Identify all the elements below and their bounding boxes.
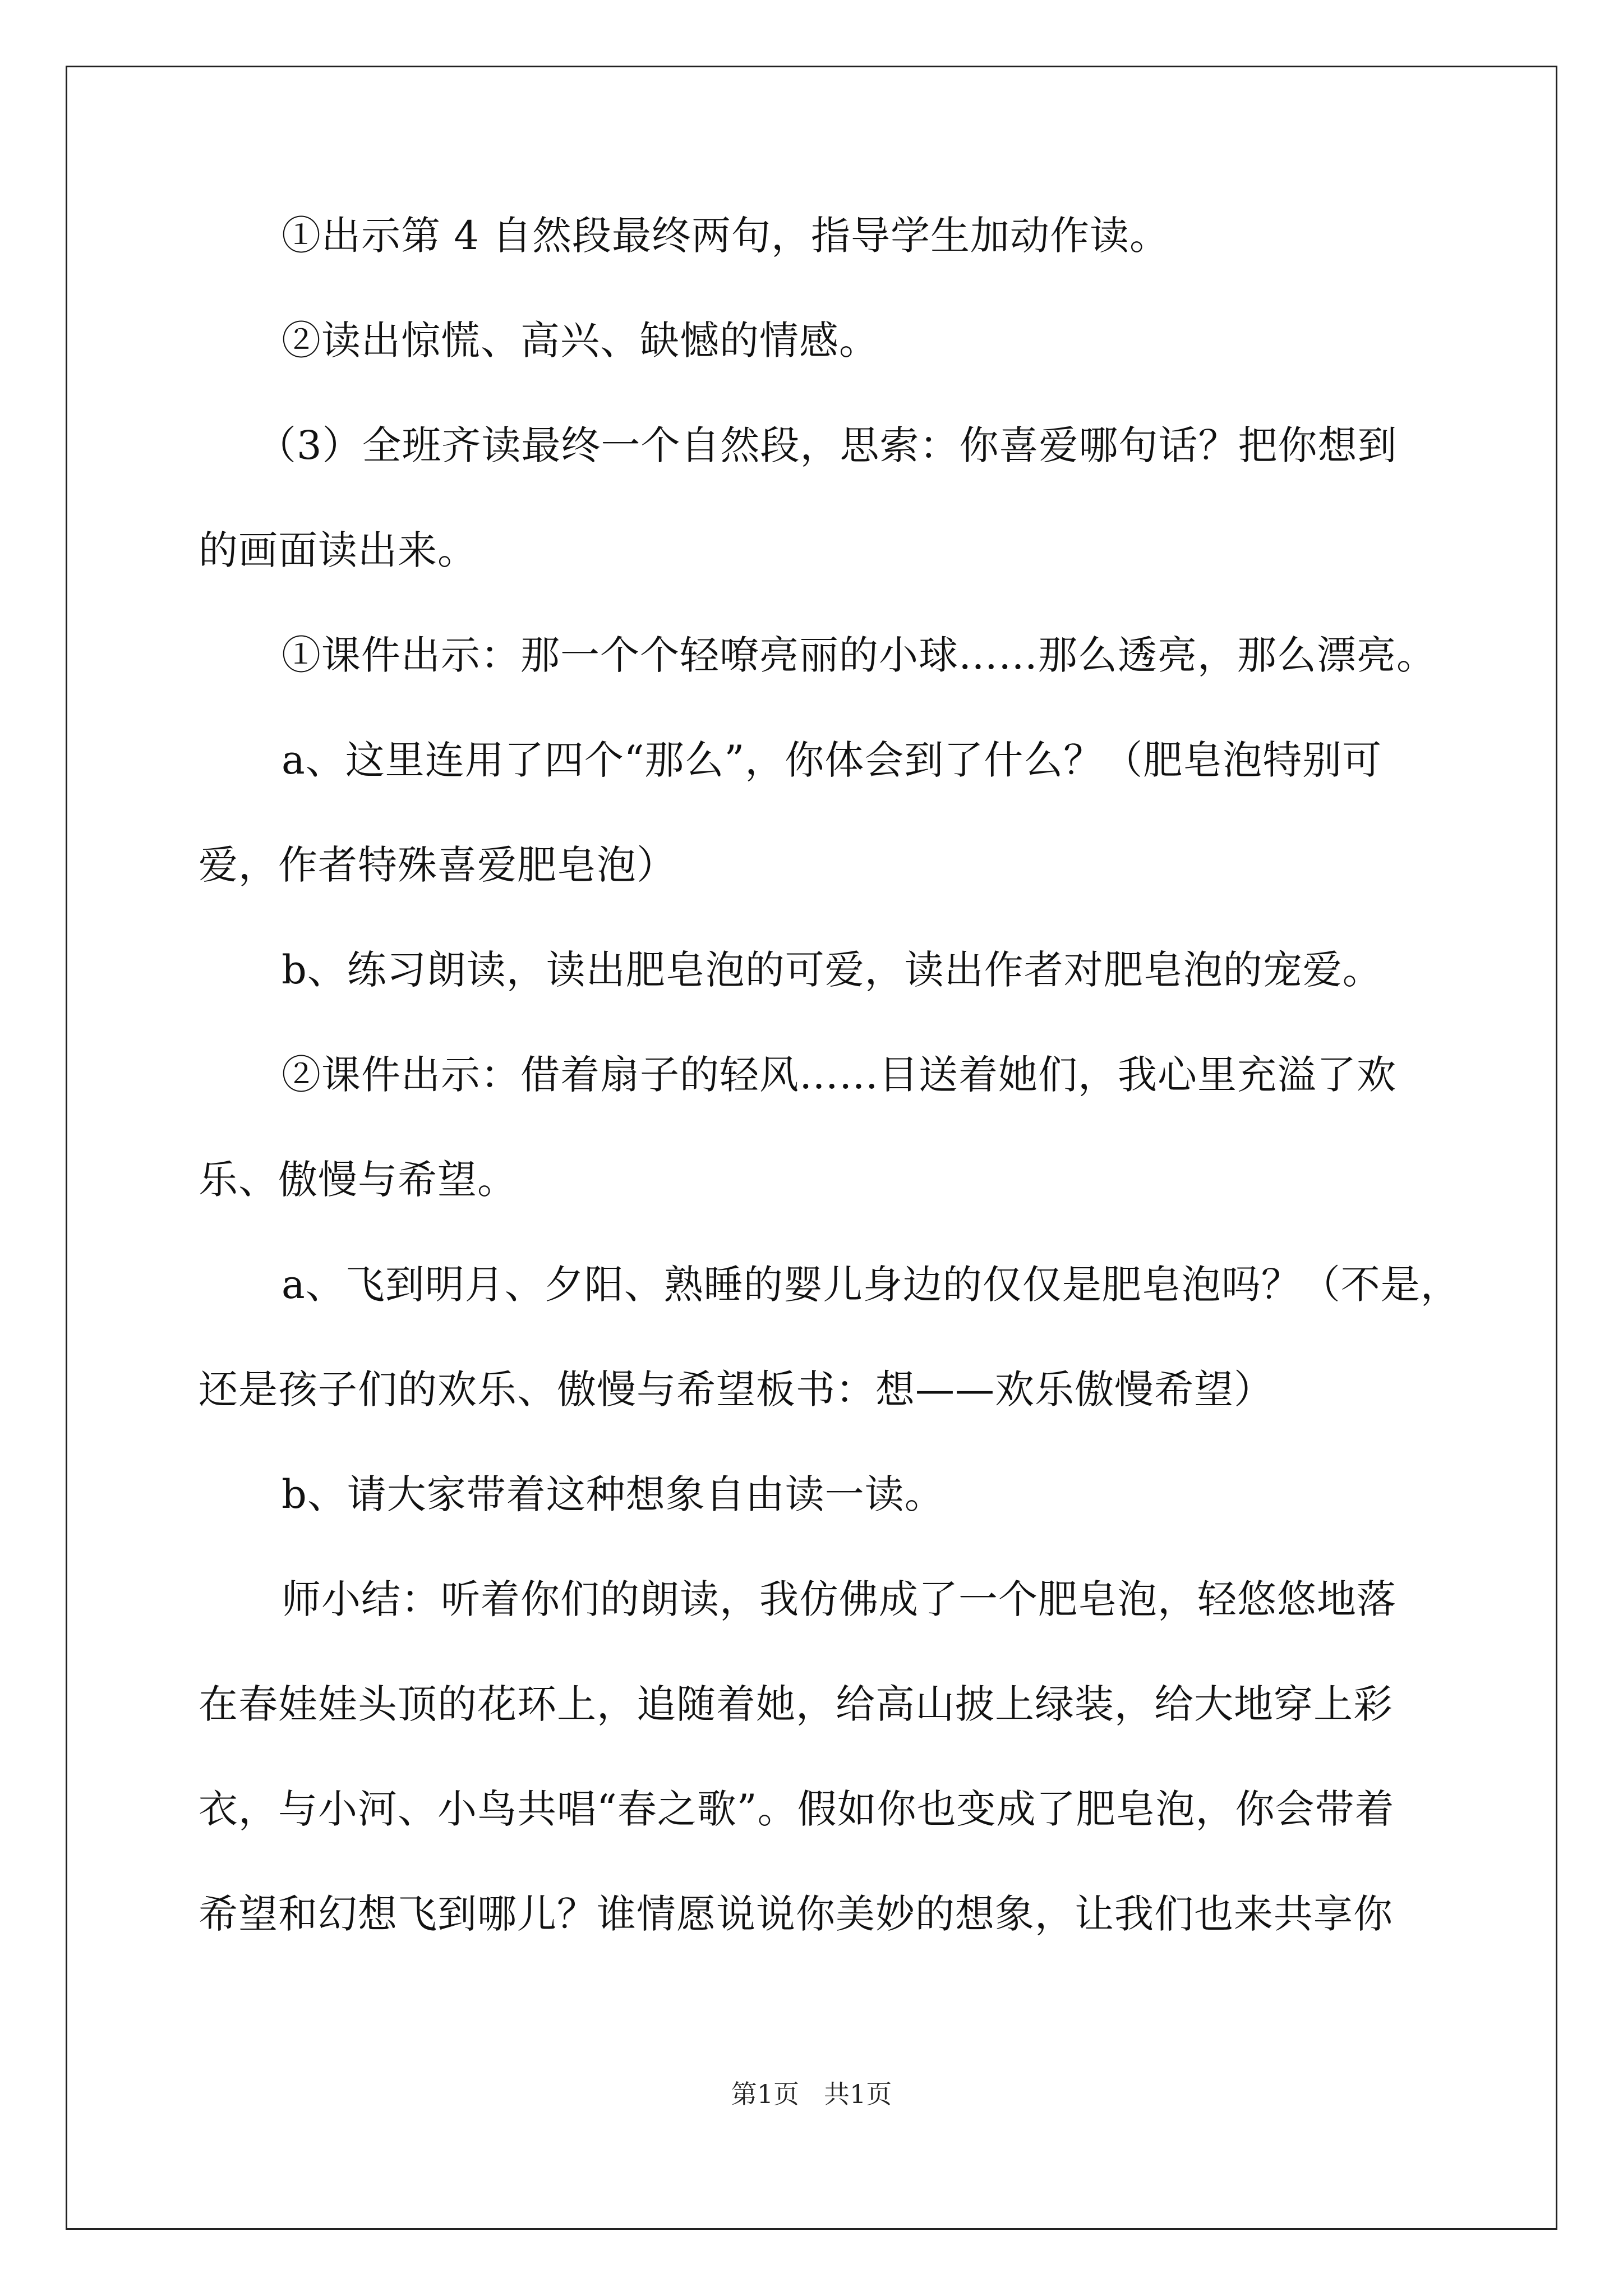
paragraph-line: 的画面读出来。 <box>199 527 477 573</box>
paragraph-line: 衣，与小河、小鸟共唱“春之歌”。假如你也变成了肥皂泡，你会带着 <box>199 1786 1395 1832</box>
paragraph-line: ①课件出示：那一个个轻嘹亮丽的小球……那么透亮，那么漂亮。 <box>282 632 1436 678</box>
paragraph-line: a、飞到明月、夕阳、熟睡的婴儿身边的仅仅是肥皂泡吗？（不是， <box>282 1262 1460 1308</box>
paragraph-line: 乐、傲慢与希望。 <box>199 1157 517 1203</box>
paragraph-line: b、练习朗读，读出肥皂泡的可爱，读出作者对肥皂泡的宠爱。 <box>282 947 1382 993</box>
paragraph-line: 还是孩子们的欢乐、傲慢与希望板书：想——欢乐傲慢希望） <box>199 1366 1274 1412</box>
paragraph-line: b、请大家带着这种想象自由读一读。 <box>282 1471 944 1517</box>
paragraph-line: ②课件出示：借着扇子的轻风……目送着她们，我心里充溢了欢 <box>282 1052 1396 1098</box>
page-total: 共1页 <box>823 2079 892 2109</box>
paragraph-line: 师小结：听着你们的朗读，我仿佛成了一个肥皂泡，轻悠悠地落 <box>282 1576 1396 1622</box>
paragraph-line: ①出示第 4 自然段最终两句，指导学生加动作读。 <box>282 213 1170 259</box>
page-number: 第1页 <box>731 2079 800 2109</box>
paragraph-line: （3）全班齐读最终一个自然段，思索：你喜爱哪句话？把你想到 <box>257 422 1398 468</box>
paragraph-line: a、这里连用了四个“那么”，你体会到了什么？（肥皂泡特别可 <box>282 737 1382 783</box>
paragraph-line: 爱，作者特殊喜爱肥皂泡） <box>199 842 676 888</box>
paragraph-line: ②读出惊慌、高兴、缺憾的情感。 <box>282 318 879 364</box>
paragraph-line: 在春娃娃头顶的花环上，追随着她，给高山披上绿装，给大地穿上彩 <box>199 1681 1393 1727</box>
paragraph-line: 希望和幻想飞到哪儿？谁情愿说说你美妙的想象，让我们也来共享你 <box>199 1891 1393 1937</box>
page-footer <box>0 2077 1623 2111</box>
